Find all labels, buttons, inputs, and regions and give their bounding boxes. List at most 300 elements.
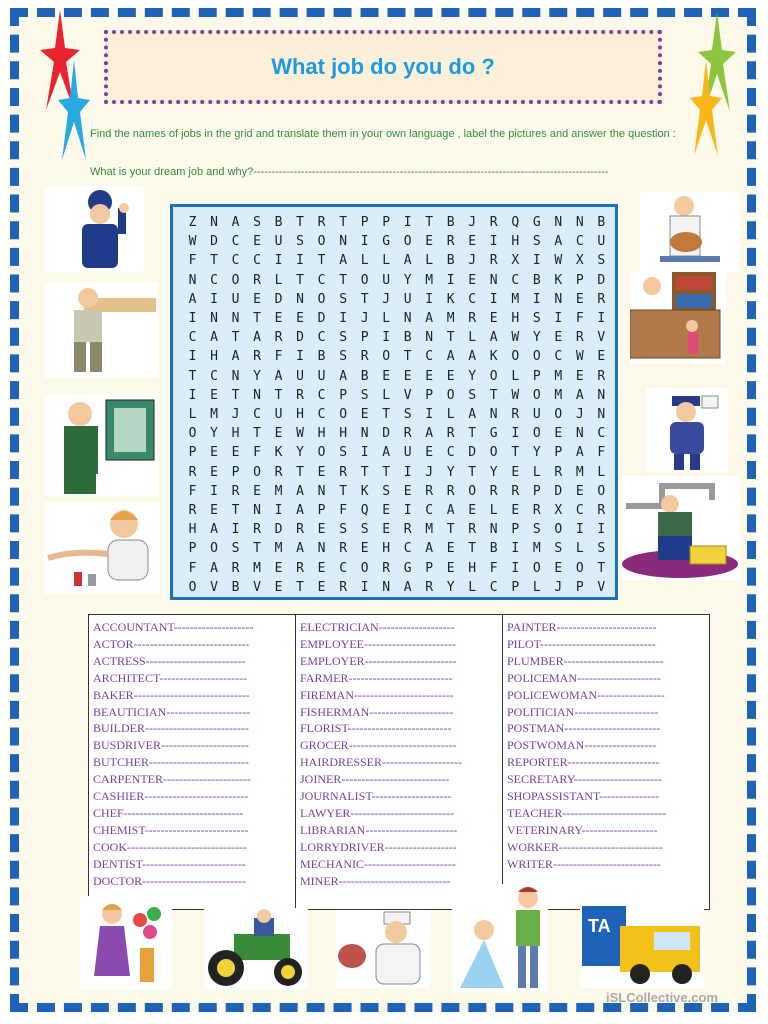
grid-letter: C [425, 503, 434, 518]
grid-letter: S [468, 387, 477, 403]
grid-letter: X [575, 253, 584, 269]
grid-letter: F [253, 445, 261, 461]
grid-letter: W [511, 330, 520, 346]
job-list-item: FARMER-------------------------- [300, 670, 453, 685]
job-list-item: POSTWOMAN------------------ [507, 738, 657, 753]
grid-letter: L [489, 503, 498, 518]
grid-letter: S [231, 541, 240, 557]
grid-letter: M [210, 407, 218, 422]
grid-letter: T [446, 522, 455, 538]
grid-letter: E [489, 311, 498, 326]
grid-letter: O [360, 560, 369, 576]
grid-letter: R [296, 522, 304, 538]
grid-letter: I [554, 311, 563, 326]
florist-picture [80, 896, 172, 990]
grid-letter: E [554, 330, 563, 346]
job-list-item: REPORTER----------------------- [507, 755, 660, 770]
grid-letter: O [317, 445, 326, 461]
grid-letter: I [425, 407, 434, 422]
job-list-item: SHOPASSISTANT--------------- [507, 789, 660, 804]
grid-letter: C [253, 407, 261, 422]
grid-letter: R [511, 483, 520, 499]
grid-letter: T [274, 387, 283, 403]
grid-letter: J [468, 215, 477, 230]
job-list-item: POLICEMAN--------------------- [507, 670, 661, 685]
grid-letter: I [532, 291, 541, 307]
grid-letter: S [597, 541, 606, 557]
grid-letter: H [382, 541, 391, 557]
grid-letter: W [575, 349, 584, 365]
grid-letter: N [382, 579, 391, 595]
grid-letter: S [532, 311, 541, 326]
grid-letter: O [339, 407, 348, 422]
grid-letter: I [360, 445, 369, 461]
grid-letter: E [317, 560, 326, 576]
grid-letter: Y [468, 368, 477, 384]
grid-letter: C [339, 560, 348, 576]
job-list-table [88, 614, 710, 910]
grid-row [183, 484, 611, 499]
grid-letter: J [468, 253, 477, 269]
grid-letter: R [339, 464, 348, 480]
grid-letter: G [532, 215, 541, 230]
grid-letter: Y [403, 272, 412, 288]
grid-letter: N [253, 387, 261, 403]
grid-letter: H [339, 426, 348, 442]
grid-letter: T [360, 291, 369, 307]
grid-letter: R [425, 579, 434, 595]
grid-letter: P [511, 522, 520, 538]
grid-letter: F [188, 483, 197, 499]
grid-letter: R [446, 483, 455, 499]
grid-letter: T [296, 272, 304, 288]
grid-letter: B [446, 215, 455, 230]
grid-letter: T [468, 541, 477, 557]
grid-letter: R [403, 426, 412, 442]
grid-letter: C [317, 272, 326, 288]
grid-letter: R [403, 522, 412, 538]
grid-letter: H [231, 426, 240, 442]
grid-letter: L [382, 253, 391, 269]
grid-letter: N [296, 291, 304, 307]
grid-letter: E [468, 234, 477, 250]
grid-letter: R [425, 483, 434, 499]
grid-letter: I [210, 291, 218, 307]
grid-letter: M [446, 311, 455, 326]
grid-letter: O [489, 445, 498, 461]
grid-letter: O [532, 387, 541, 403]
grid-letter: O [554, 522, 563, 538]
grid-letter: I [597, 311, 606, 326]
librarian-picture [630, 272, 726, 364]
plumber-picture [622, 476, 740, 580]
grid-letter: L [188, 407, 197, 422]
grid-letter: E [210, 464, 218, 480]
grid-letter: R [360, 349, 369, 365]
grid-letter: E [382, 503, 391, 518]
grid-letter: R [274, 330, 283, 346]
grid-letter: L [382, 387, 391, 403]
grid-letter: E [575, 483, 584, 499]
grid-letter: G [382, 234, 391, 250]
grid-letter: R [489, 253, 498, 269]
grid-letter: R [575, 330, 584, 346]
grid-row [183, 215, 611, 230]
grid-letter: S [597, 253, 606, 269]
grid-letter: T [360, 464, 369, 480]
job-list-item: ACCOUNTANT-------------------- [93, 620, 254, 634]
grid-letter: T [296, 579, 304, 595]
grid-letter: U [231, 291, 240, 307]
grid-letter: R [296, 387, 304, 403]
grid-letter: A [425, 311, 434, 326]
grid-letter: A [382, 445, 391, 461]
grid-letter: S [360, 522, 369, 538]
grid-letter: E [511, 503, 520, 518]
grid-letter: R [489, 483, 498, 499]
grid-letter: Q [511, 215, 520, 230]
grid-letter: I [360, 579, 369, 595]
grid-letter: P [188, 541, 197, 557]
grid-letter: U [403, 291, 412, 307]
grid-letter: I [296, 253, 304, 269]
grid-letter: P [532, 483, 541, 499]
grid-letter: Z [188, 215, 197, 230]
grid-letter: I [489, 234, 498, 250]
grid-letter: B [317, 349, 326, 365]
job-list-item: VETERINARY------------------- [507, 822, 658, 837]
grid-row [183, 253, 611, 268]
grid-letter: C [210, 272, 218, 288]
grid-letter: Y [446, 579, 455, 595]
grid-letter: C [425, 349, 434, 365]
job-list-item: PILOT----------------------------- [507, 636, 656, 651]
grid-letter: N [575, 215, 584, 230]
grid-letter: V [597, 330, 606, 346]
grid-letter: L [425, 253, 434, 269]
grid-letter: H [317, 426, 326, 442]
grid-letter: Y [446, 464, 455, 480]
grid-letter: S [339, 330, 348, 346]
grid-letter: A [210, 330, 218, 346]
grid-letter: O [532, 426, 541, 442]
grid-letter: E [360, 407, 369, 422]
grid-letter: V [403, 387, 412, 403]
grid-letter: C [317, 407, 326, 422]
grid-letter: A [210, 522, 218, 538]
grid-letter: J [575, 407, 584, 422]
grid-letter: N [403, 311, 412, 326]
job-list-item: SECRETARY---------------------- [507, 772, 662, 787]
grid-letter: J [382, 291, 391, 307]
grid-letter: E [425, 445, 434, 461]
grid-letter: T [317, 253, 326, 269]
grid-letter: E [317, 579, 326, 595]
grid-letter: P [360, 330, 369, 346]
grid-letter: I [403, 215, 412, 230]
job-list-item: ACTOR----------------------------- [93, 636, 250, 651]
grid-letter: E [403, 483, 412, 499]
grid-letter: Y [532, 445, 541, 461]
grid-letter: C [597, 426, 606, 442]
grid-letter: D [317, 311, 326, 326]
grid-letter: A [339, 253, 348, 269]
job-list-item: MECHANIC----------------------- [300, 856, 456, 871]
grid-letter: E [317, 522, 326, 538]
hairdresser-picture [452, 884, 548, 992]
grid-letter: A [253, 330, 261, 346]
grid-letter: O [532, 560, 541, 576]
grid-letter: E [274, 560, 283, 576]
grid-row [183, 541, 611, 556]
grid-letter: L [597, 464, 606, 480]
grid-letter: T [468, 426, 477, 442]
grid-letter: E [597, 349, 606, 365]
grid-row [183, 292, 611, 307]
grid-letter: Y [296, 445, 304, 461]
grid-row [183, 445, 611, 460]
grid-letter: T [425, 215, 434, 230]
grid-letter: S [382, 483, 391, 499]
grid-letter: N [231, 311, 240, 326]
grid-letter: C [511, 272, 520, 288]
grid-letter: O [554, 407, 563, 422]
job-list-item: CASHIER-------------------------- [93, 789, 249, 804]
grid-letter: D [296, 330, 304, 346]
grid-row [183, 426, 611, 441]
grid-letter: A [296, 503, 304, 518]
grid-letter: C [575, 234, 584, 250]
grid-letter: C [489, 579, 498, 595]
grid-letter: O [511, 349, 520, 365]
grid-letter: Y [253, 368, 261, 384]
grid-letter: R [597, 368, 606, 384]
instructions-text: Find the names of jobs in the grid and translate them in your own language , label the pictures and answer the question : [90, 128, 676, 140]
yellow-star-icon [690, 60, 722, 156]
grid-letter: E [253, 483, 261, 499]
grid-letter: P [554, 445, 563, 461]
grid-row [183, 330, 611, 345]
grid-letter: T [382, 464, 391, 480]
job-list-item: JOINER--------------------------- [300, 772, 450, 787]
grid-letter: E [210, 387, 218, 403]
grid-letter: F [339, 503, 348, 518]
grid-letter: O [231, 272, 240, 288]
grid-letter: L [382, 311, 391, 326]
grid-letter: Q [360, 503, 369, 518]
grid-letter: R [231, 560, 240, 576]
grid-letter: M [274, 541, 283, 557]
job-list-item: POSTMAN------------------------ [507, 721, 661, 736]
grid-letter: U [403, 445, 412, 461]
farmer-picture [204, 908, 308, 990]
grid-letter: P [425, 560, 434, 576]
job-list-item: WORKER-------------------------- [507, 839, 663, 854]
grid-letter: E [446, 560, 455, 576]
grid-row [183, 273, 611, 288]
grid-letter: I [360, 234, 369, 250]
grid-letter: F [575, 311, 584, 326]
grid-letter: O [532, 349, 541, 365]
grid-letter: E [360, 541, 369, 557]
grid-letter: O [253, 464, 261, 480]
grid-letter: I [188, 311, 197, 326]
lorry-driver-picture [580, 904, 704, 988]
grid-letter: R [274, 464, 283, 480]
grid-letter: S [360, 387, 369, 403]
grid-letter: S [554, 541, 563, 557]
grid-letter: N [210, 215, 218, 230]
grid-letter: N [575, 426, 584, 442]
grid-letter: Y [532, 330, 541, 346]
grid-letter: L [468, 330, 477, 346]
grid-letter: F [188, 253, 197, 269]
grid-letter: E [575, 368, 584, 384]
grid-letter: A [210, 560, 218, 576]
job-list-item: WRITER--------------------------- [507, 856, 661, 871]
grid-letter: S [339, 349, 348, 365]
grid-letter: E [274, 579, 283, 595]
grid-letter: S [339, 522, 348, 538]
grid-letter: U [296, 368, 304, 384]
grid-letter: B [532, 272, 541, 288]
grid-letter: D [382, 426, 391, 442]
grid-letter: T [489, 387, 498, 403]
grid-row [183, 234, 611, 249]
grid-letter: N [339, 234, 348, 250]
grid-letter: I [403, 464, 412, 480]
grid-letter: A [489, 330, 498, 346]
grid-letter: T [188, 368, 197, 384]
grid-letter: N [554, 291, 563, 307]
grid-letter: O [597, 483, 606, 499]
grid-letter: T [231, 503, 240, 518]
grid-letter: I [188, 349, 197, 365]
job-list-item: EMPLOYER----------------------- [300, 653, 457, 668]
grid-letter: A [468, 407, 477, 422]
grid-letter: M [253, 560, 261, 576]
job-list-item: CHEF------------------------------ [93, 805, 244, 820]
watermark: iSLCollective.com [606, 990, 718, 1005]
grid-letter: E [425, 368, 434, 384]
grid-letter: N [489, 272, 498, 288]
grid-letter: I [511, 541, 520, 557]
grid-letter: I [489, 291, 498, 307]
grid-letter: U [274, 234, 283, 250]
grid-letter: K [360, 483, 369, 499]
grid-letter: E [274, 426, 283, 442]
grid-letter: E [403, 368, 412, 384]
grid-letter: A [446, 349, 455, 365]
grid-letter: E [296, 311, 304, 326]
grid-letter: S [296, 234, 304, 250]
grid-letter: A [403, 579, 412, 595]
grid-letter: B [597, 215, 606, 230]
grid-letter: M [532, 541, 541, 557]
grid-letter: T [339, 215, 348, 230]
grid-letter: C [554, 349, 563, 365]
grid-letter: H [511, 311, 520, 326]
grid-letter: O [382, 349, 391, 365]
grid-letter: S [403, 407, 412, 422]
grid-letter: R [253, 349, 261, 365]
grid-letter: K [446, 291, 455, 307]
grid-letter: C [403, 541, 412, 557]
grid-letter: H [468, 560, 477, 576]
grid-letter: L [468, 579, 477, 595]
grid-letter: R [188, 464, 197, 480]
grid-letter: E [468, 272, 477, 288]
grid-letter: R [597, 503, 606, 518]
grid-letter: O [188, 426, 197, 442]
job-list-item: CARPENTER---------------------- [93, 772, 251, 787]
grid-letter: T [210, 253, 218, 269]
grid-letter: A [188, 291, 197, 307]
job-list-item: LIBRARIAN----------------------- [300, 822, 458, 837]
grid-letter: T [403, 349, 412, 365]
grid-letter: I [403, 503, 412, 518]
grid-letter: H [296, 407, 304, 422]
grid-letter: K [489, 349, 498, 365]
grid-letter: W [296, 426, 304, 442]
grid-letter: E [446, 541, 455, 557]
postman-picture [646, 388, 728, 472]
grid-letter: H [511, 234, 520, 250]
grid-letter: C [210, 368, 218, 384]
grid-letter: P [339, 387, 348, 403]
grid-letter: A [296, 483, 304, 499]
page-title: What job do you do ? [271, 54, 495, 79]
grid-letter: C [575, 503, 584, 518]
grid-letter: I [210, 483, 218, 499]
grid-letter: Y [489, 464, 498, 480]
policeman-picture [44, 186, 144, 272]
grid-letter: W [554, 253, 563, 269]
grid-letter: L [575, 541, 584, 557]
grid-letter: I [425, 291, 434, 307]
grid-letter: L [274, 272, 283, 288]
grid-letter: O [360, 272, 369, 288]
grid-letter: R [317, 215, 326, 230]
job-list-item: FIREMAN------------------------- [300, 687, 454, 702]
job-list-item: BUTCHER------------------------- [93, 755, 249, 770]
grid-letter: O [188, 579, 197, 595]
grid-row [183, 369, 611, 384]
grid-letter: N [188, 272, 197, 288]
grid-letter: P [575, 272, 584, 288]
grid-letter: O [468, 483, 477, 499]
grid-letter: C [317, 387, 326, 403]
grid-letter: S [253, 215, 261, 230]
job-list-item: JOURNALIST-------------------- [300, 789, 452, 804]
grid-letter: E [274, 311, 283, 326]
grid-letter: N [425, 330, 434, 346]
grid-row [183, 311, 611, 326]
grid-letter: C [231, 234, 240, 250]
grid-letter: E [425, 234, 434, 250]
grid-letter: E [511, 464, 520, 480]
grid-letter: J [425, 464, 434, 480]
grid-letter: K [554, 272, 563, 288]
grid-letter: C [317, 330, 326, 346]
job-list-item: BAKER----------------------------- [93, 687, 250, 702]
grid-letter: L [532, 464, 541, 480]
grid-letter: I [274, 253, 283, 269]
grid-letter: T [511, 445, 520, 461]
grid-letter: B [274, 215, 283, 230]
grid-letter: J [554, 579, 563, 595]
grid-letter: W [188, 234, 197, 250]
